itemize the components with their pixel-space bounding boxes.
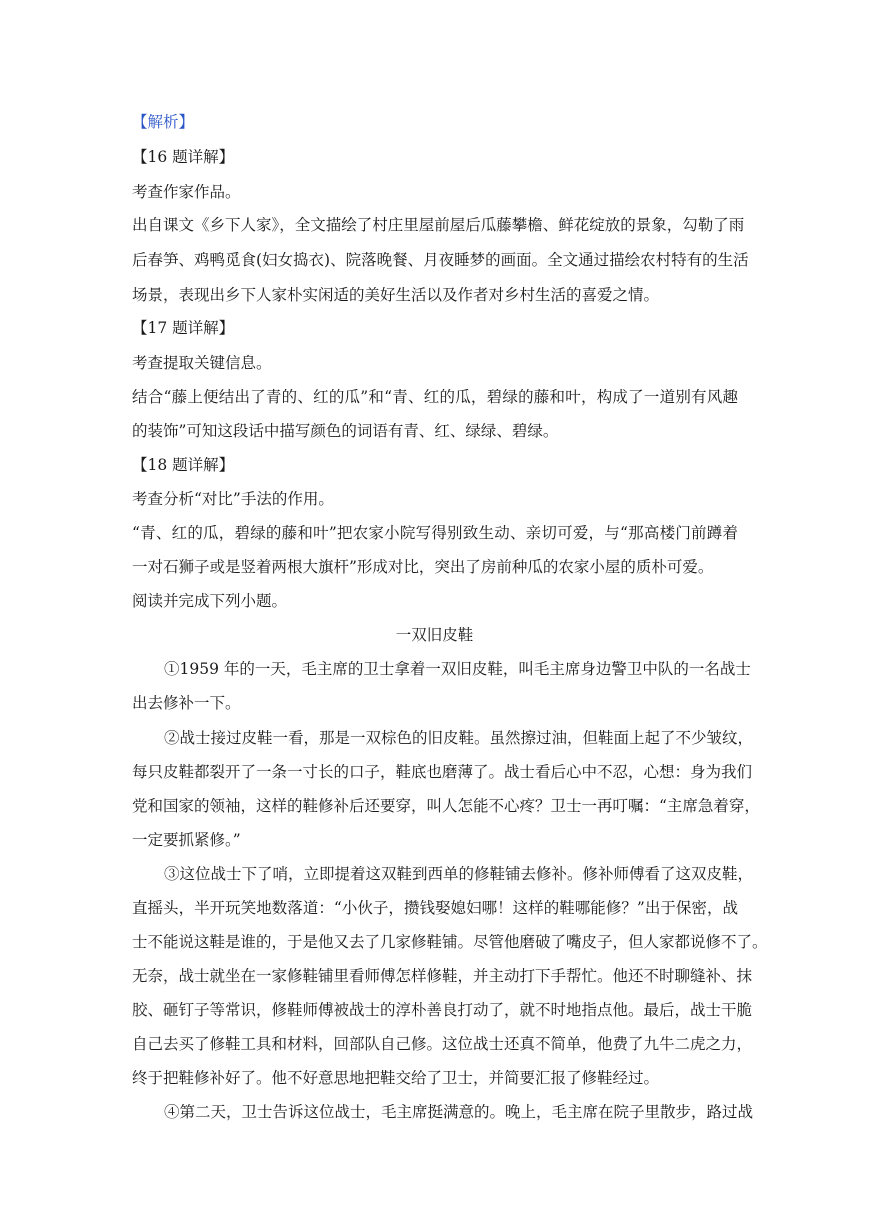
q16-text-line: 出自课文《乡下人家》，全文描绘了村庄里屋前屋后瓜藤攀檐、鲜花绽放的景象，勾勒了雨 — [132, 216, 745, 234]
q17-text-line: 结合“藤上便结出了青的、红的瓜”和“青、红的瓜，碧绿的藤和叶，构成了一道别有风趣 — [132, 388, 738, 406]
story-paragraph-line: 每只皮鞋都裂开了一条一寸长的口子，鞋底也磨薄了。战士看后心中不忍，心想：身为我们 — [132, 763, 753, 781]
q18-header: 【18 题详解】 — [132, 456, 235, 474]
q18-lead: 考查分析“对比”手法的作用。 — [132, 490, 334, 508]
story-paragraph-line: 出去修补一下。 — [132, 694, 241, 712]
story-paragraph-line: 党和国家的领袖，这样的鞋修补后还要穿，叫人怎能不心疼？卫士一再叮嘱：“主席急着穿， — [132, 797, 760, 815]
q17-lead: 考查提取关键信息。 — [132, 354, 272, 372]
reading-instruction: 阅读并完成下列小题。 — [132, 592, 288, 610]
story-paragraph-line: 无奈，战士就坐在一家修鞋铺里看师傅怎样修鞋，并主动打下手帮忙。他还不时聊缝补、抹 — [132, 967, 753, 985]
story-paragraph-line: 直摇头，半开玩笑地数落道：“小伙子，攒钱娶媳妇哪！这样的鞋哪能修？”出于保密，战 — [132, 899, 738, 917]
q16-lead: 考查作家作品。 — [132, 183, 241, 201]
q16-text-line: 后春笋、鸡鸭觅食(妇女捣衣)、院落晚餐、月夜睡梦的画面。全文通过描绘农村特有的生活 — [132, 251, 749, 269]
q18-text-line: 一对石狮子或是竖着两根大旗杆”形成对比，突出了房前种瓜的农家小屋的质朴可爱。 — [132, 558, 714, 576]
q16-header: 【16 题详解】 — [132, 148, 235, 166]
story-paragraph-line: ④第二天，卫士告诉这位战士，毛主席挺满意的。晚上，毛主席在院子里散步，路过战 — [164, 1103, 754, 1121]
story-paragraph-line: ③这位战士下了哨，立即提着这双鞋到西单的修鞋铺去修补。修补师傅看了这双皮鞋， — [164, 865, 754, 883]
q16-text-line: 场景，表现出乡下人家朴实闲适的美好生活以及作者对乡村生活的喜爱之情。 — [132, 286, 660, 304]
story-paragraph-line: 自己去买了修鞋工具和材料，回部队自己修。这位战士还真不简单，他费了九牛二虎之力， — [132, 1035, 753, 1053]
story-paragraph-line: 士不能说这鞋是谁的，于是他又去了几家修鞋铺。尽管他磨破了嘴皮子，但人家都说修不了。 — [132, 933, 768, 951]
story-title: 一双旧皮鞋 — [395, 626, 474, 644]
story-paragraph-line: 一定要抓紧修。” — [132, 831, 241, 849]
story-paragraph-line: 胶、砸钉子等常识，修鞋师傅被战士的淳朴善良打动了，就不时地指点他。最后，战士干脆 — [132, 1001, 753, 1019]
story-paragraph-line: 终于把鞋修补好了。他不好意思地把鞋交给了卫士，并简要汇报了修鞋经过。 — [132, 1069, 660, 1087]
q17-text-line: 的装饰”可知这段话中描写颜色的词语有青、红、绿绿、碧绿。 — [132, 422, 559, 440]
story-paragraph-line: ②战士接过皮鞋一看，那是一双棕色的旧皮鞋。虽然擦过油，但鞋面上起了不少皱纹， — [164, 729, 754, 747]
story-paragraph-line: ①1959 年的一天，毛主席的卫士拿着一双旧皮鞋，叫毛主席身边警卫中队的一名战士 — [164, 660, 751, 678]
q18-text-line: “青、红的瓜，碧绿的藤和叶”把农家小院写得别致生动、亲切可爱，与“那高楼门前蹲着 — [132, 524, 738, 542]
analysis-label: 【解析】 — [132, 113, 195, 131]
q17-header: 【17 题详解】 — [132, 319, 235, 337]
